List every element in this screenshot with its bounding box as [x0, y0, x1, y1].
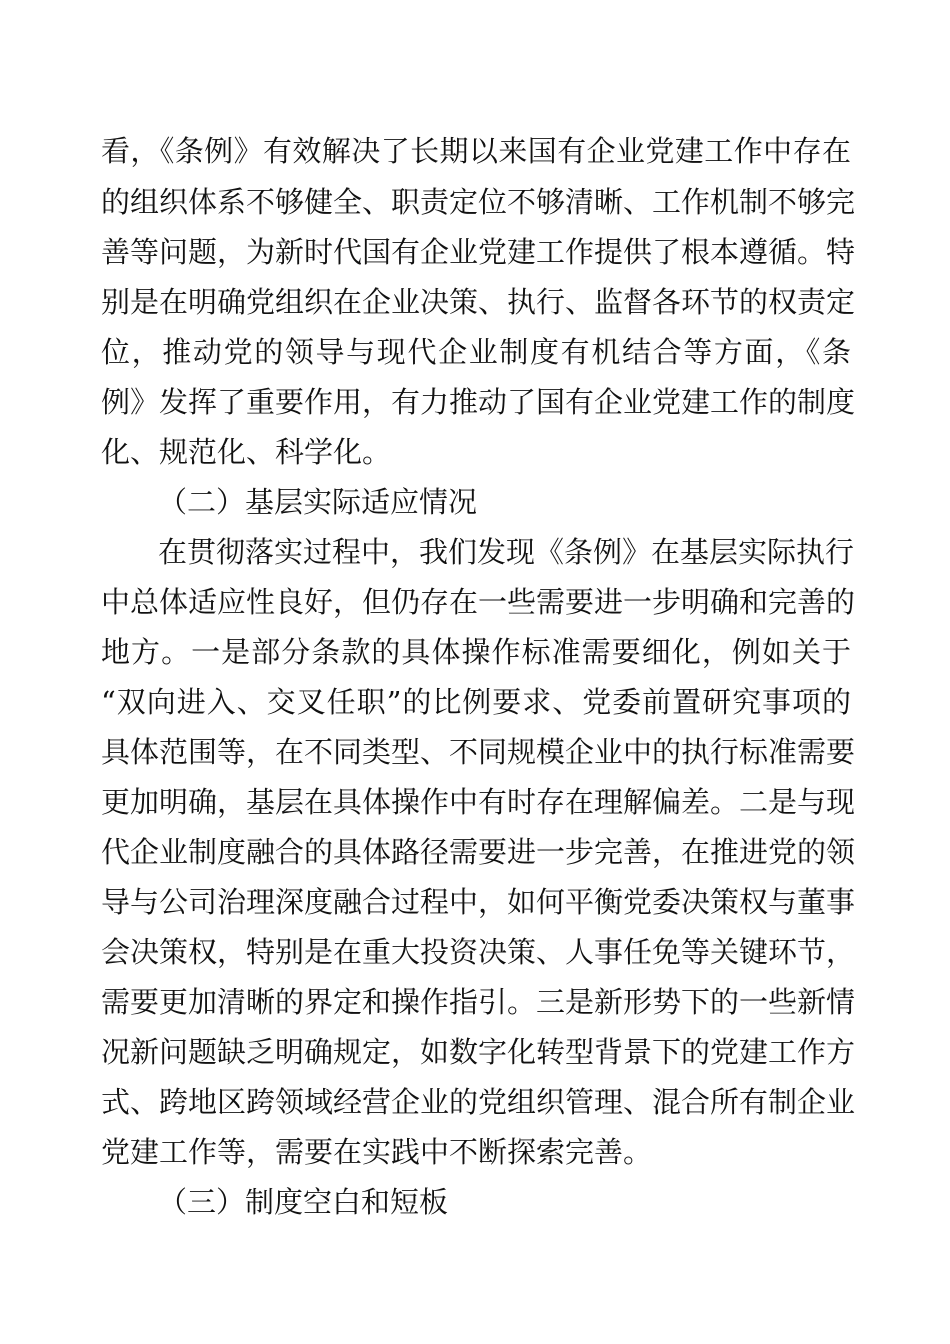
paragraph-line: 的组织体系不够健全、职责定位不够清晰、工作机制不够完	[101, 185, 856, 219]
paragraph-line: 地方。一是部分条款的具体操作标准需要细化，例如关于	[101, 635, 851, 669]
paragraph-line: 更加明确，基层在具体操作中有时存在理解偏差。二是与现	[101, 785, 856, 819]
paragraph-line: 具体范围等，在不同类型、不同规模企业中的执行标准需要	[101, 735, 856, 769]
paragraph-line: 化、规范化、科学化。	[101, 435, 392, 469]
paragraph-line: 导与公司治理深度融合过程中，如何平衡党委决策权与董事	[101, 885, 856, 919]
paragraph-line: 看，《条例》有效解决了长期以来国有企业党建工作中存在	[101, 134, 851, 168]
section-heading: （三）制度空白和短板	[158, 1185, 449, 1219]
paragraph-line: 式、跨地区跨领域经营企业的党组织管理、混合所有制企业	[101, 1085, 856, 1119]
paragraph-line: 善等问题，为新时代国有企业党建工作提供了根本遵循。特	[101, 235, 856, 269]
section-heading: （二）基层实际适应情况	[158, 485, 478, 519]
paragraph-line: “双向进入、交叉任职”的比例要求、党委前置研究事项的	[101, 685, 851, 719]
paragraph-line: 位，推动党的领导与现代企业制度有机结合等方面，《条	[101, 335, 851, 369]
paragraph-line: 别是在明确党组织在企业决策、执行、监督各环节的权责定	[101, 285, 856, 319]
paragraph-line: 况新问题缺乏明确规定，如数字化转型背景下的党建工作方	[101, 1035, 856, 1069]
paragraph-line: 在贯彻落实过程中，我们发现《条例》在基层实际执行	[158, 535, 855, 569]
paragraph-line: 中总体适应性良好，但仍存在一些需要进一步明确和完善的	[101, 585, 856, 619]
paragraph-line: 代企业制度融合的具体路径需要进一步完善，在推进党的领	[101, 835, 856, 869]
paragraph-line: 会决策权，特别是在重大投资决策、人事任免等关键环节，	[101, 935, 856, 969]
paragraph-line: 党建工作等，需要在实践中不断探索完善。	[101, 1135, 653, 1169]
paragraph-line: 需要更加清晰的界定和操作指引。三是新形势下的一些新情	[101, 985, 856, 1019]
paragraph-line: 例》发挥了重要作用，有力推动了国有企业党建工作的制度	[101, 385, 856, 419]
